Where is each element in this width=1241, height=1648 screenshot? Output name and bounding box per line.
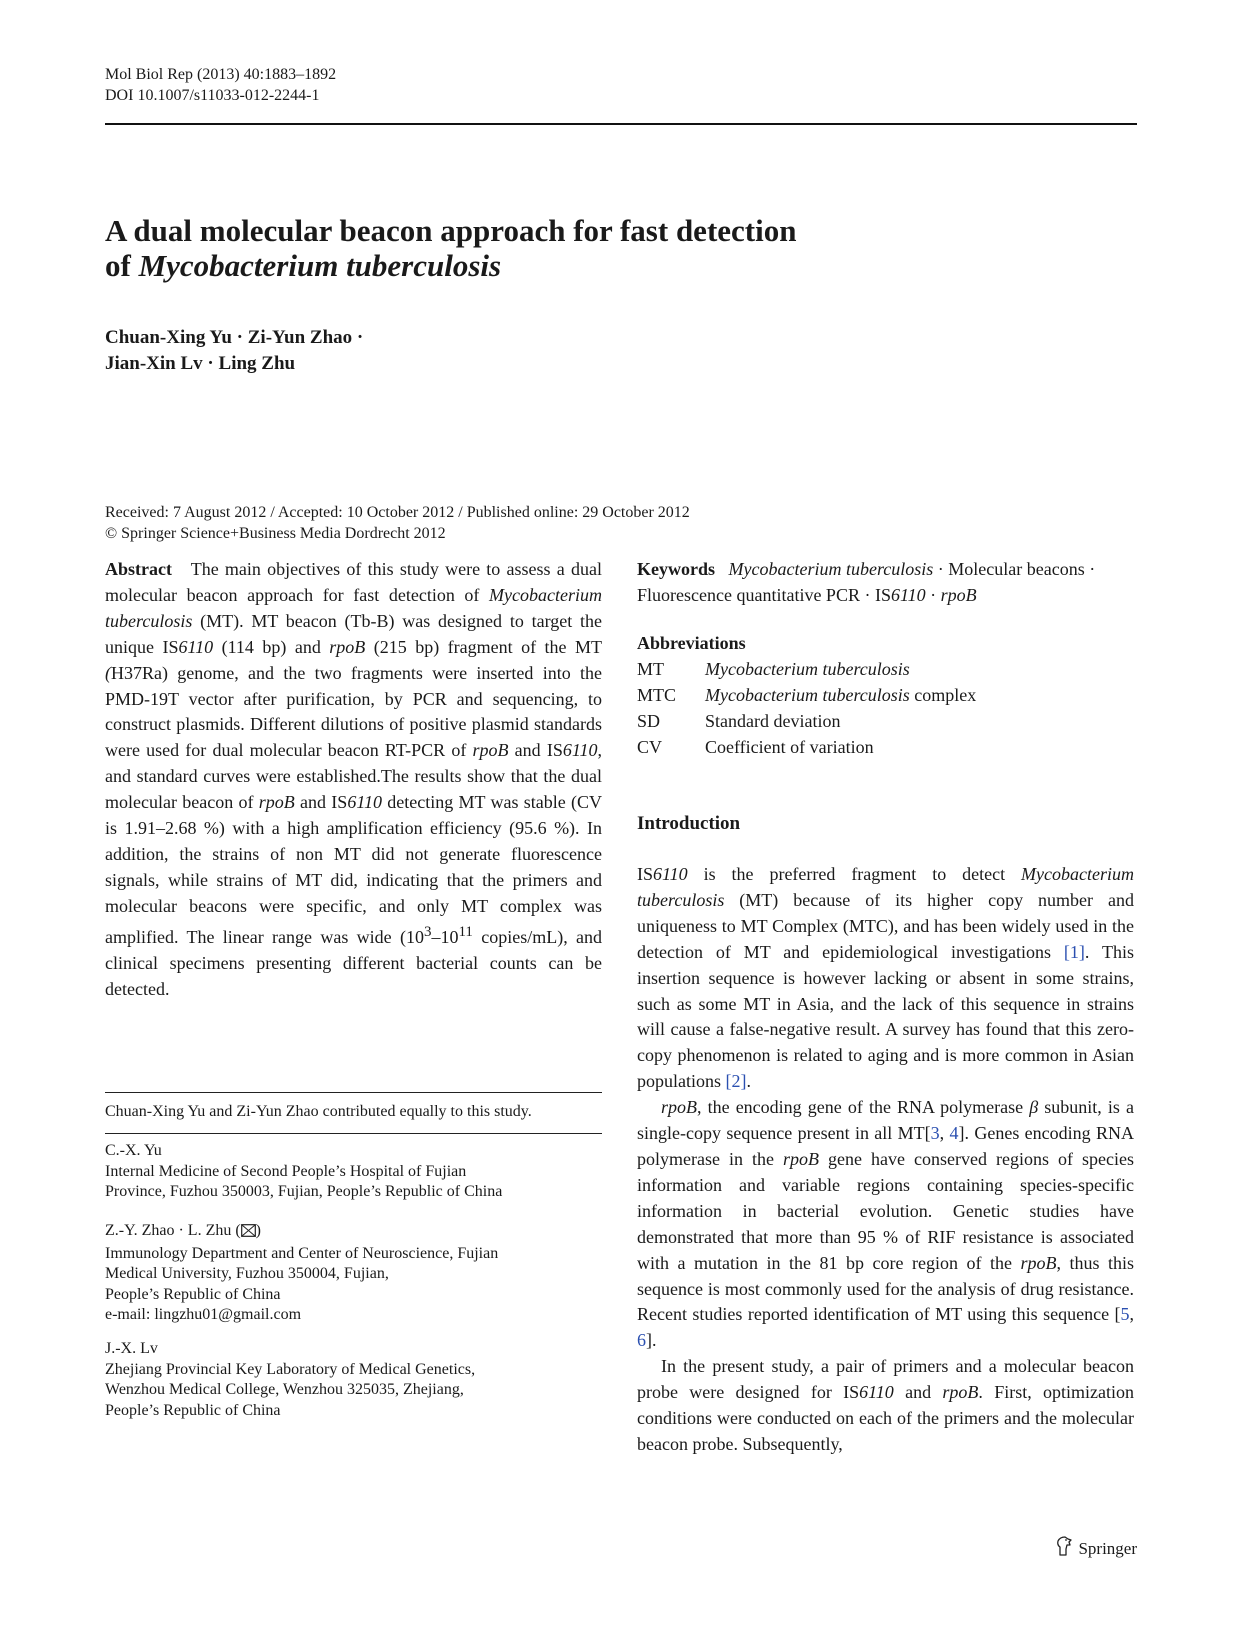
abbreviation-key: MTC — [637, 684, 677, 705]
abstract-text: –10 — [431, 926, 459, 947]
keyword: Fluorescence quantitative PCR — [637, 584, 860, 605]
abstract-italic: ( — [105, 662, 111, 683]
abbreviation-key: CV — [637, 736, 663, 757]
keyword-separator: · — [859, 584, 875, 605]
intro-paragraph-1 — [637, 862, 1134, 1095]
abbreviation-row — [637, 709, 1134, 735]
affiliation-author-close: ) — [255, 1222, 261, 1239]
affiliation-line: People’s Republic of China — [105, 1401, 281, 1419]
title-prefix: of — [105, 248, 139, 283]
affiliation-line: Province, Fuzhou 350003, Fujian, People’s Republic of China — [105, 1183, 503, 1201]
affiliation-line: Immunology Department and Center of Neuroscience, Fujian — [105, 1244, 499, 1262]
author-line-1 — [105, 325, 363, 351]
affiliation-line: Zhejiang Provincial Key Laboratory of Medical Genetics, — [105, 1360, 476, 1378]
intro-text: In the present study, a pair of primers and a molecular beacon probe were designed for IS — [637, 1356, 1134, 1403]
copyright: © Springer Science+Business Media Dordrecht 2012 — [105, 525, 446, 542]
keyword-separator: · — [933, 559, 949, 579]
abstract-text: (MT). MT beacon (Tb-B) was designed to target the unique IS — [105, 610, 602, 657]
contribution-note: Chuan-Xing Yu and Zi-Yun Zhao contributed equally to this study. — [105, 1103, 532, 1120]
intro-text: (MT) because of its higher copy number and uniqueness to MT Complex (MTC), and has been widely used in the detection of MT and epidemiological investigations — [637, 889, 1134, 962]
keyword: rpoB — [940, 584, 977, 605]
abstract-italic: rpoB — [472, 740, 509, 761]
abstract-text: and IS — [294, 792, 348, 813]
author-separator: · — [231, 327, 248, 348]
intro-text: , — [939, 1123, 950, 1144]
abbreviation-rest: Standard deviation — [705, 710, 841, 731]
title-line-2 — [105, 248, 1005, 283]
abstract-text: (215 bp) fragment of the MT — [365, 636, 602, 657]
abbreviation-value — [705, 735, 874, 761]
publisher-name: Springer — [1078, 1538, 1137, 1558]
intro-text: . This insertion sequence is however lacking or absent in some strains, such as some MT in Asia, and the lack of this sequence in strains will cause a false-negative result. A survey has found that this zero-copy phenomenon is related to aging and is more common in Asian populations — [637, 941, 1134, 1092]
citation-link[interactable]: 3 — [930, 1123, 940, 1144]
intro-text: ]. Genes encoding RNA polymerase in the — [637, 1123, 1135, 1169]
author-line-2 — [105, 351, 363, 377]
keyword: Molecular beacons — [948, 559, 1085, 579]
citation-link[interactable]: 4 — [949, 1123, 959, 1144]
affiliation-author-names: Z.-Y. Zhao · L. Zhu ( — [105, 1222, 241, 1239]
abstract — [105, 557, 602, 1002]
abbreviation-value — [705, 709, 840, 735]
keyword-separator: · — [925, 584, 941, 605]
envelope-icon — [241, 1223, 256, 1244]
intro-text: , the encoding gene of the RNA polymerase — [697, 1097, 1030, 1118]
author-name: Ling Zhu — [218, 353, 296, 374]
keyword: Mycobacterium tuberculosis — [728, 559, 934, 579]
abstract-superscript: 3 — [423, 923, 432, 940]
intro-text: . — [746, 1071, 751, 1092]
intro-italic: 6110 — [859, 1382, 894, 1403]
intro-italic: rpoB — [783, 1148, 820, 1169]
author-list — [105, 325, 363, 377]
author-name: Jian-Xin Lv — [105, 353, 203, 374]
header-rule — [105, 123, 1137, 125]
intro-text: ]. — [646, 1330, 657, 1351]
abstract-text: H37Ra) genome, and the two fragments were inserted into the PMD-19T vector after purification, by PCR and sequencing, to construct plasmids. Different dilutions of positive plasmid standards were used for dual molecular beacon RT-PCR of — [105, 662, 602, 761]
abbreviations-heading: Abbreviations — [637, 633, 746, 653]
abstract-italic: Mycobacterium tuberculosis — [105, 584, 602, 631]
intro-italic: rpoB — [1020, 1252, 1057, 1273]
affiliation-line: People’s Republic of China — [105, 1285, 281, 1303]
abstract-superscript: 11 — [458, 923, 473, 940]
abstract-italic: 6110 — [562, 740, 598, 761]
affiliation-author: C.-X. Yu — [105, 1142, 162, 1159]
keywords-label: Keywords — [637, 559, 715, 579]
date-history: Received: 7 August 2012 / Accepted: 10 October 2012 / Published online: 29 October 2012 — [105, 504, 690, 521]
abstract-italic: 6110 — [178, 636, 214, 657]
footnote-rule-top — [105, 1092, 602, 1093]
intro-text: , thus this sequence is most commonly used for the analysis of drug resistance. Recent studies reported identification of MT using this sequence [ — [637, 1252, 1135, 1325]
intro-italic: rpoB — [661, 1097, 697, 1118]
abbreviation-value — [705, 657, 910, 683]
intro-italic: Mycobacterium tuberculosis — [637, 864, 1134, 910]
abbreviation-key: SD — [637, 710, 661, 731]
abstract-italic: rpoB — [258, 792, 295, 813]
springer-horse-icon — [1054, 1535, 1074, 1562]
affiliation-3 — [105, 1339, 475, 1421]
affiliation-line: Wenzhou Medical College, Wenzhou 325035, Zhejiang, — [105, 1381, 464, 1399]
abstract-text: The main objectives of this study were to assess a dual molecular beacon approach for fast detection of — [105, 559, 602, 605]
introduction-body — [637, 862, 1134, 1458]
intro-text: gene have conserved regions of species information and variable regions containing species-specific information in bacterial evolution. Genetic studies have demonstrated that more than 95 % of RIF resistance is associated with a mutation in the 81 bp core region of the — [637, 1148, 1134, 1273]
affiliation-author — [105, 1221, 498, 1244]
citation-link[interactable]: 6 — [637, 1330, 646, 1351]
abbreviation-rest: Coefficient of variation — [705, 736, 874, 757]
intro-italic: 6110 — [653, 864, 688, 884]
intro-text: and — [893, 1382, 943, 1403]
citation-link[interactable]: [1] — [1063, 941, 1085, 962]
author-name: Chuan-Xing Yu — [105, 327, 232, 348]
abbreviation-rest: complex — [909, 684, 977, 705]
intro-paragraph-2 — [637, 1095, 1134, 1354]
author-separator: · — [202, 353, 219, 374]
abstract-text: and IS — [508, 740, 563, 761]
publication-dates — [105, 502, 690, 544]
abbreviation-key: MT — [637, 658, 664, 679]
abstract-text: detecting MT was stable (CV is 1.91–2.68 %) with a high amplification efficiency (95.6 %). In addition, the strains of non MT did not generate fluorescence signals, while strains of MT did, indicating that the primers and molecular beacons were specific, and only MT complex was amplified. The linear range was wide (10 — [105, 792, 603, 947]
intro-paragraph-3 — [637, 1354, 1134, 1458]
affiliation-author: J.-X. Lv — [105, 1340, 158, 1357]
keyword-separator: · — [1084, 559, 1096, 579]
intro-italic: β — [1029, 1097, 1039, 1118]
intro-italic: rpoB — [942, 1382, 979, 1403]
intro-text: is the preferred fragment to detect — [687, 864, 1022, 884]
abstract-italic: 6110 — [347, 792, 382, 813]
title-line-1: A dual molecular beacon approach for fast detection — [105, 213, 797, 248]
footnote-rule-bottom — [105, 1133, 602, 1134]
abstract-text: (114 bp) and — [213, 636, 330, 657]
abbreviation-row — [637, 735, 1134, 761]
abstract-text: , and standard curves were established.The results show that the dual molecular beacon of — [105, 740, 603, 813]
contact-email[interactable]: e-mail: lingzhu01@gmail.com — [105, 1306, 302, 1324]
title-organism: Mycobacterium tuberculosis — [138, 248, 502, 283]
citation-link[interactable]: [2] — [725, 1071, 747, 1092]
intro-text: subunit, is a single-copy sequence present in all MT[ — [637, 1097, 1134, 1144]
abbreviations — [637, 631, 1134, 761]
publisher-logo — [1054, 1535, 1137, 1562]
intro-text: , — [1129, 1304, 1134, 1325]
author-separator: · — [352, 327, 364, 348]
keyword-part: IS — [874, 584, 891, 605]
abstract-label: Abstract — [105, 559, 172, 579]
section-heading-introduction: Introduction — [637, 813, 741, 834]
doi: DOI 10.1007/s11033-012-2244-1 — [105, 87, 320, 104]
abbreviation-row — [637, 657, 1134, 683]
abstract-italic: rpoB — [329, 636, 366, 657]
affiliation-1 — [105, 1141, 502, 1203]
author-name: Zi-Yun Zhao — [247, 327, 353, 348]
running-header — [105, 64, 336, 106]
abbreviation-value — [705, 683, 976, 709]
journal-citation: Mol Biol Rep (2013) 40:1883–1892 — [105, 66, 337, 83]
intro-text: IS — [637, 864, 654, 884]
keyword — [875, 585, 926, 605]
keyword-part: 6110 — [890, 584, 926, 605]
abstract-text: copies/mL), and clinical specimens presenting different bacterial counts can be detected. — [105, 926, 602, 999]
intro-text: . First, optimization conditions were conducted on each of the primers and the molecular beacon probe. Subsequently, — [637, 1382, 1134, 1454]
article-title — [105, 213, 1005, 283]
citation-link[interactable]: 5 — [1120, 1304, 1130, 1325]
abbreviation-italic: Mycobacterium tuberculosis — [705, 658, 910, 679]
affiliation-2 — [105, 1221, 498, 1326]
abbreviation-row — [637, 683, 1134, 709]
abbreviation-italic: Mycobacterium tuberculosis — [705, 684, 910, 705]
keywords — [637, 557, 1134, 609]
affiliation-line: Internal Medicine of Second People’s Hospital of Fujian — [105, 1162, 467, 1180]
affiliation-line: Medical University, Fuzhou 350004, Fujian, — [105, 1265, 389, 1283]
